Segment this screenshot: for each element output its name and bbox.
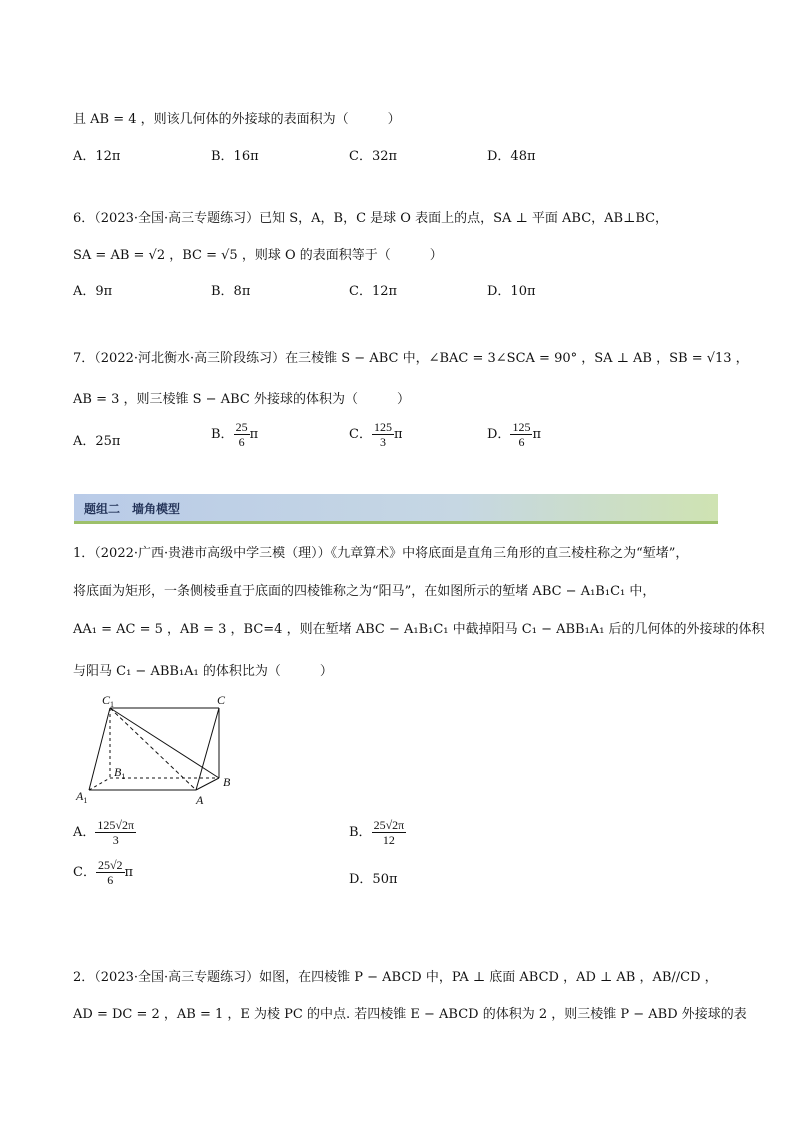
g2q1-option-b-label: B．	[349, 825, 372, 840]
q6-option-a: A．9π	[73, 284, 113, 299]
q7-option-b-fraction	[234, 420, 250, 449]
g2q1-option-c-suffix: π	[124, 865, 134, 880]
g2q1-option-b-num: 25√2π	[373, 818, 405, 832]
g2q1-option-b-fraction	[372, 818, 407, 847]
q6-option-c: C．12π	[349, 284, 398, 299]
g2q1-stem-line3: AA₁ = AC = 5 ，AB = 3 ，BC=4 ，则在堑堵 ABC − A₁B₁C₁ 中截掉阳马 C₁ − ABB₁A₁ 后的几何体的外接球的体积	[73, 622, 765, 637]
q7-stem-line2: AB = 3 ，则三棱锥 S − ABC 外接球的体积为（ ）	[73, 392, 410, 407]
label-a: A	[196, 793, 204, 807]
section-banner-title: 题组二 墙角模型	[84, 502, 181, 516]
q7-option-c	[349, 420, 403, 449]
g2q1-stem-line2: 将底面为矩形，一条侧棱垂直于底面的四棱锥称之为“阳马”，在如图所示的堑堵 ABC − A₁B₁C₁ 中，	[73, 584, 656, 599]
g2q1-option-c-label: C．	[73, 865, 96, 880]
q7-option-d	[487, 420, 541, 449]
q7-option-d-num: 125	[512, 420, 531, 434]
q7-option-b-label: B．	[211, 427, 234, 442]
q7-option-c-suffix: π	[393, 427, 403, 442]
q7-option-b-num: 25	[235, 420, 248, 434]
q7-option-b	[211, 420, 258, 449]
q6-stem-line1: 6．（2023·全国·高三专题练习）已知 S，A，B，C 是球 O 表面上的点，SA ⊥ 平面 ABC，AB⊥BC，	[73, 211, 669, 226]
q6-option-d: D．10π	[487, 284, 536, 299]
label-c1: $C_1$	[102, 693, 115, 709]
g2q1-option-c-num: 25√2	[97, 858, 123, 872]
q7-option-c-fraction	[372, 420, 394, 449]
g2q1-option-a	[73, 818, 136, 847]
g2q1-stem-line1: 1．（2022·广西·贵港市高级中学三模（理））《九章算术》中将底面是直角三角形的直三棱柱称之为“堑堵”，	[73, 546, 689, 561]
g2q1-option-a-den: 3	[112, 833, 119, 847]
g2q1-option-d: D．50π	[349, 872, 398, 887]
label-b: B	[223, 775, 231, 789]
q7-option-c-num: 125	[373, 420, 392, 434]
g2q1-option-a-num: 125√2π	[97, 818, 135, 832]
prism-figure	[72, 690, 252, 810]
g2q1-option-a-fraction	[95, 818, 136, 847]
edge-c1-a1	[89, 708, 110, 790]
g2q1-option-b-den: 12	[382, 833, 395, 847]
q5-option-d: D．48π	[487, 149, 536, 164]
g2q2-stem-line1: 2．（2023·全国·高三专题练习）如图，在四棱锥 P − ABCD 中，PA ⊥ 底面 ABCD ，AD ⊥ AB ，AB//CD ，	[73, 970, 718, 985]
q6-option-b: B．8π	[211, 284, 251, 299]
q7-option-c-den: 3	[379, 435, 386, 449]
q7-option-b-den: 6	[238, 435, 245, 449]
label-b1: $B_1$	[114, 765, 126, 781]
label-a1: $A_1$	[76, 789, 88, 805]
g2q1-option-b	[349, 818, 406, 847]
q7-option-b-suffix: π	[249, 427, 259, 442]
section-banner	[74, 494, 718, 524]
q5-option-b: B．16π	[211, 149, 259, 164]
g2q1-option-c-fraction	[96, 858, 125, 887]
q5-option-a: A．12π	[73, 149, 121, 164]
q7-option-c-label: C．	[349, 427, 372, 442]
q6-stem-line2: SA = AB = √2 ，BC = √5 ，则球 O 的表面积等于（ ）	[73, 248, 443, 263]
q7-stem-line1: 7．（2022·河北衡水·高三阶段练习）在三棱锥 S − ABC 中，∠BAC = 3∠SCA = 90° ，SA ⊥ AB ，SB = √13 ，	[73, 351, 749, 366]
label-c: C	[217, 693, 226, 707]
q5-option-c: C．32π	[349, 149, 398, 164]
q7-option-a: A．25π	[73, 434, 121, 449]
g2q2-stem-line2: AD = DC = 2 ，AB = 1 ，E 为棱 PC 的中点. 若四棱锥 E − ABCD 的体积为 2 ，则三棱锥 P − ABD 外接球的表	[73, 1007, 747, 1022]
edge-c1-b	[110, 708, 219, 778]
edge-a1-b1-dashed	[89, 778, 110, 790]
g2q1-option-a-label: A．	[73, 825, 96, 840]
g2q1-option-c-den: 6	[107, 873, 114, 887]
g2q1-stem-line4: 与阳马 C₁ − ABB₁A₁ 的体积比为（ ）	[73, 664, 333, 679]
q7-option-d-suffix: π	[532, 427, 541, 442]
q7-option-d-den: 6	[518, 435, 525, 449]
g2q1-option-c	[73, 858, 133, 887]
q7-option-d-fraction	[510, 420, 532, 449]
edge-a-b	[196, 778, 219, 790]
q5-tail: 且 AB = 4 ，则该几何体的外接球的表面积为（ ）	[73, 112, 401, 127]
q7-option-d-label: D．	[487, 427, 511, 442]
